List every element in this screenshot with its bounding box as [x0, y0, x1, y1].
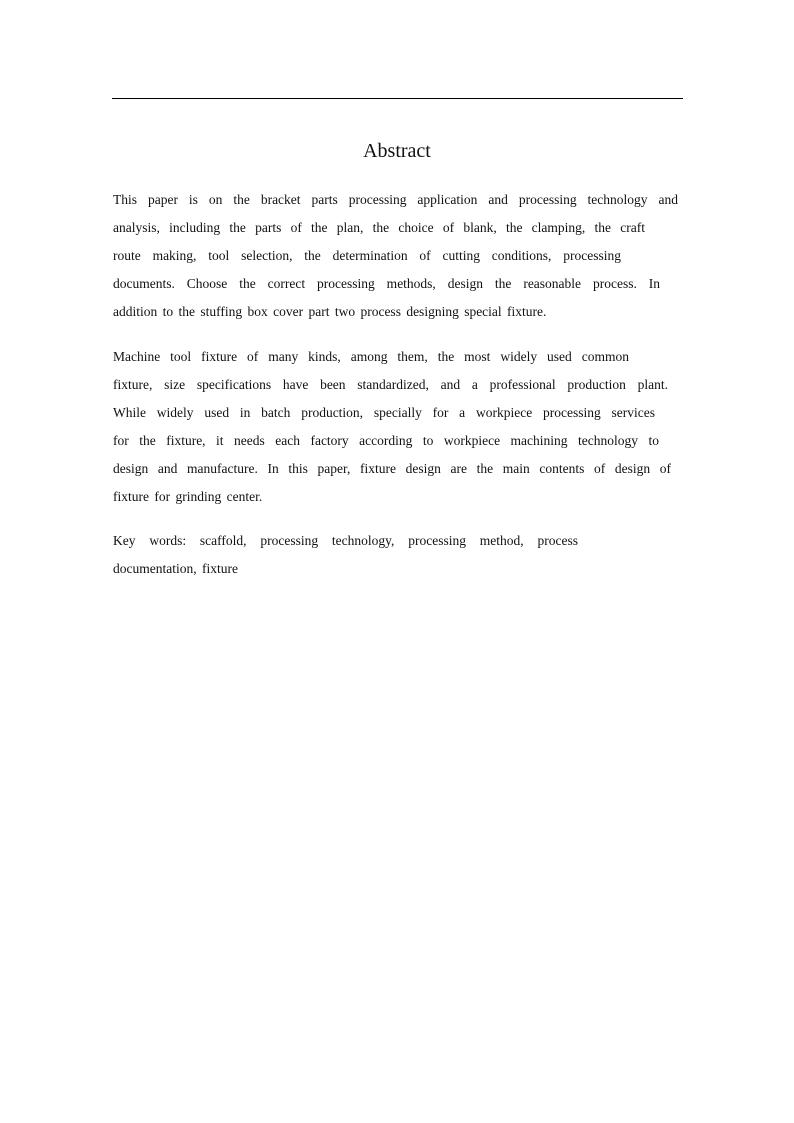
text-line: While widely used in batch production, specially for a workpiece processing services [113, 405, 655, 420]
text-line: addition to the stuffing box cover part two process designing special fixture. [113, 304, 547, 319]
text-line: fixture for grinding center. [113, 489, 263, 504]
keywords-line: documentation, fixture [113, 561, 238, 576]
text-line: for the fixture, it needs each factory according to workpiece machining technology to [113, 433, 659, 448]
abstract-paragraph-2 [113, 343, 678, 511]
text-line: documents. Choose the correct processing methods, design the reasonable process. In [113, 276, 660, 291]
header-rule [112, 98, 683, 99]
abstract-paragraph-1 [113, 186, 678, 326]
text-line: fixture, size specifications have been standardized, and a professional production plant. [113, 377, 668, 392]
text-line: route making, tool selection, the determination of cutting conditions, processing [113, 248, 621, 263]
keywords-paragraph [113, 527, 678, 583]
abstract-title: Abstract [363, 140, 431, 162]
text-line: design and manufacture. In this paper, fixture design are the main contents of design of [113, 461, 671, 476]
keywords-line: Key words: scaffold, processing technology, processing method, process [113, 533, 578, 548]
text-line: This paper is on the bracket parts processing application and processing technology and [113, 192, 678, 207]
text-line: analysis, including the parts of the plan, the choice of blank, the clamping, the craft [113, 220, 645, 235]
text-line: Machine tool fixture of many kinds, among them, the most widely used common [113, 349, 629, 364]
